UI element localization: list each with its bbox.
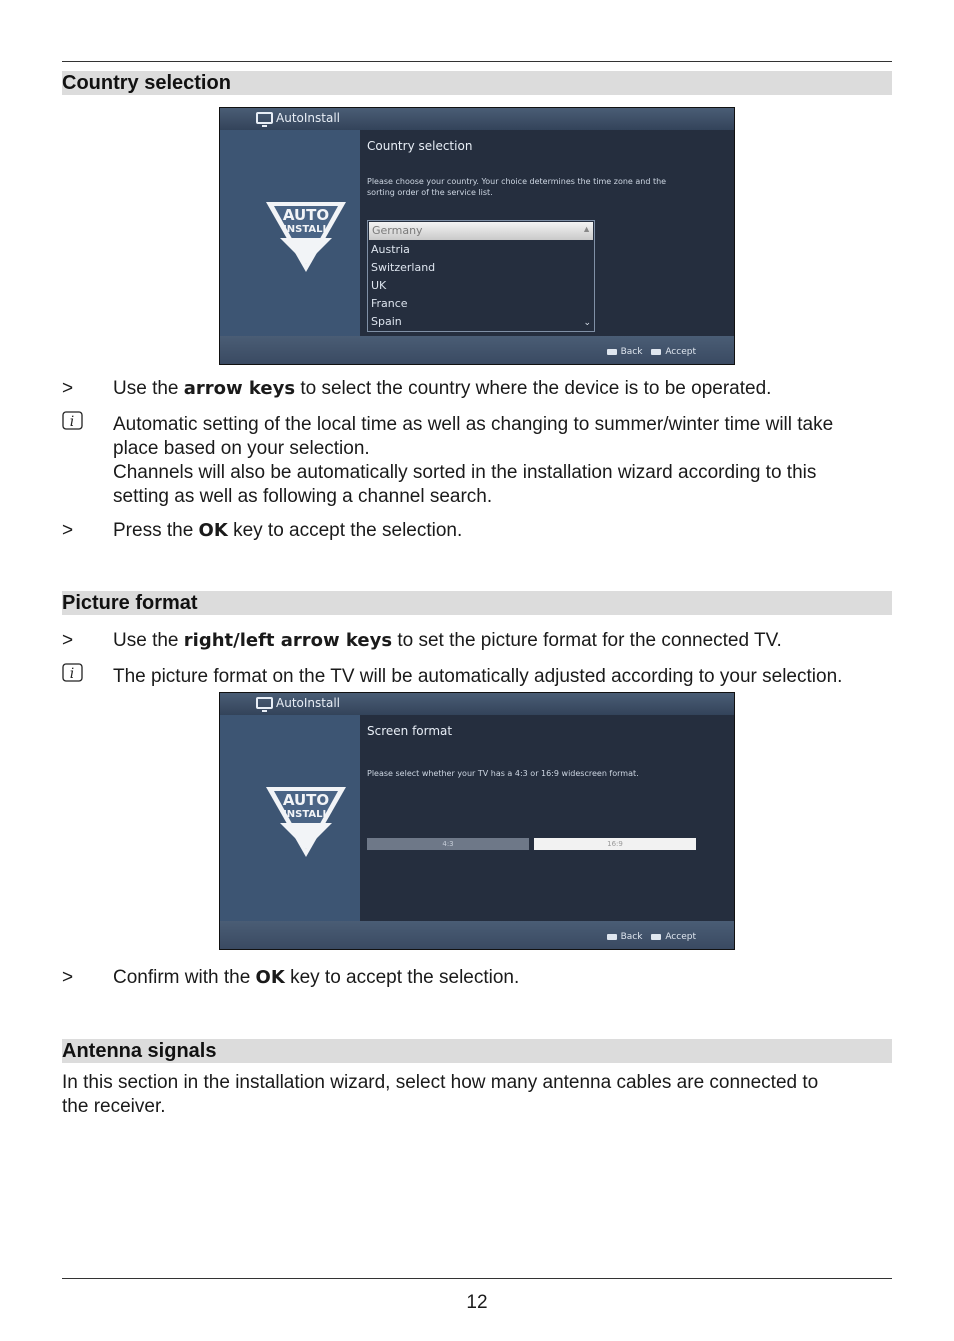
scroll-up-icon[interactable]: ▲: [582, 224, 591, 234]
accept-key-icon: [651, 934, 661, 940]
page-number: 12: [466, 1292, 488, 1313]
auto-install-badge-icon: [264, 200, 348, 274]
key-hints: [601, 932, 696, 942]
screen-heading: Country selection: [367, 139, 473, 153]
screen-title-bar: [220, 693, 734, 715]
hint-accept: Accept: [665, 932, 696, 942]
step-press-ok: Press the OK key to accept the selection.: [113, 520, 463, 541]
screen-app-title: AutoInstall: [276, 111, 340, 125]
screen-main-panel: [360, 715, 734, 921]
step-confirm-ok: Confirm with the OK key to accept the selection.: [113, 967, 520, 988]
format-option-16-9[interactable]: 16:9: [534, 838, 696, 850]
screen-title-bar: [220, 108, 734, 130]
key-hints: [601, 347, 696, 357]
info-icon: [62, 411, 84, 431]
hint-back: Back: [620, 932, 643, 942]
hint-accept: Accept: [665, 347, 696, 357]
hint-back: Back: [620, 347, 643, 357]
scroll-down-icon[interactable]: ⌄: [583, 317, 591, 327]
country-list[interactable]: [367, 220, 595, 332]
country-item-germany[interactable]: Germany: [369, 222, 593, 240]
section-heading-country-selection: Country selection: [62, 71, 892, 95]
info-picture-format: The picture format on the TV will be automatically adjusted according to your selection.: [113, 666, 843, 687]
auto-install-badge-icon: [264, 785, 348, 859]
svg-text:i: i: [69, 414, 75, 430]
screen-description: Please select whether your TV has a 4:3 or 16:9 widescreen format.: [367, 769, 639, 778]
section-heading-picture-format: Picture format: [62, 591, 892, 615]
tv-icon: [256, 112, 273, 124]
step-marker: >: [62, 378, 74, 399]
badge-line2: INSTALL: [283, 809, 329, 820]
badge-line1: AUTO: [282, 791, 330, 809]
info-time-setting-line1: Automatic setting of the local time as well as changing to summer/winter time will take: [113, 414, 834, 435]
top-rule: [62, 61, 892, 62]
screen-description: Please choose your country. Your choice determines the time zone and the sorting order of the service list.: [367, 177, 667, 197]
screen-format-screenshot: [219, 692, 735, 950]
country-item-spain[interactable]: Spain: [371, 315, 402, 328]
country-item-switzerland[interactable]: Switzerland: [371, 261, 436, 274]
info-time-setting-line3: Channels will also be automatically sorted in the installation wizard according to this: [113, 462, 817, 483]
country-item-france[interactable]: France: [371, 297, 408, 310]
badge-line1: AUTO: [282, 206, 330, 224]
info-icon: [62, 663, 84, 683]
svg-text:i: i: [69, 666, 75, 682]
screen-app-title: AutoInstall: [276, 696, 340, 710]
bottom-rule: [62, 1278, 892, 1279]
tv-icon: [256, 697, 273, 709]
step-select-country: Use the arrow keys to select the country where the device is to be operated.: [113, 378, 772, 399]
back-key-icon: [607, 349, 617, 355]
step-set-picture-format: Use the right/left arrow keys to set the picture format for the connected TV.: [113, 630, 782, 651]
step-marker: >: [62, 630, 74, 651]
antenna-text-line1: In this section in the installation wizard, select how many antenna cables are connected to: [62, 1072, 819, 1093]
country-item-uk[interactable]: UK: [371, 279, 387, 292]
back-key-icon: [607, 934, 617, 940]
screen-bottom-bar: [220, 921, 734, 949]
info-time-setting-line4: setting as well as following a channel search.: [113, 486, 493, 507]
screen-bottom-bar: [220, 336, 734, 364]
info-time-setting-line2: place based on your selection.: [113, 438, 370, 459]
antenna-text-line2: the receiver.: [62, 1096, 166, 1117]
step-marker: >: [62, 520, 74, 541]
format-option-4-3[interactable]: 4:3: [367, 838, 529, 850]
accept-key-icon: [651, 349, 661, 355]
badge-line2: INSTALL: [283, 224, 329, 235]
step-marker: >: [62, 967, 74, 988]
country-item-austria[interactable]: Austria: [371, 243, 410, 256]
section-heading-antenna-signals: Antenna signals: [62, 1039, 892, 1063]
screen-heading: Screen format: [367, 724, 453, 738]
country-selection-screenshot: [219, 107, 735, 365]
